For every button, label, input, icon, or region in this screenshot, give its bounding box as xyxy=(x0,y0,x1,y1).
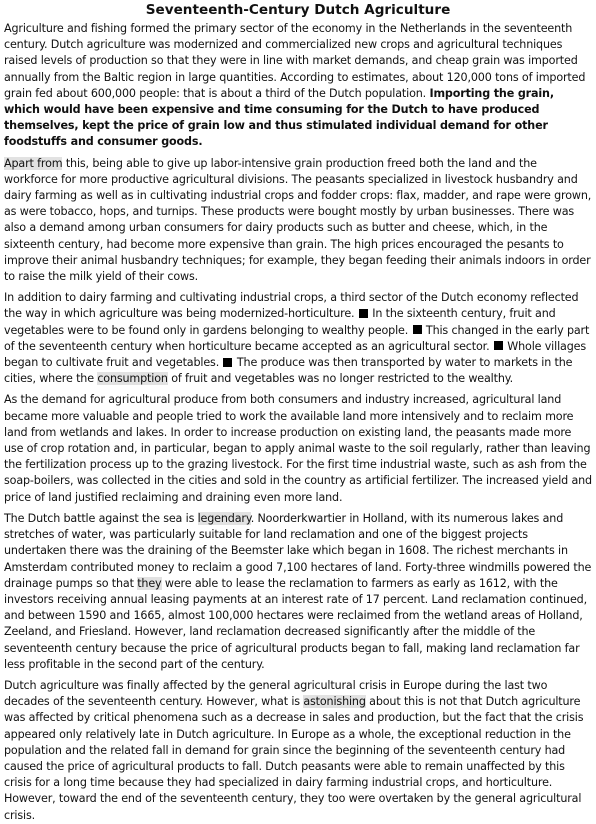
paragraph-3 xyxy=(4,290,592,387)
highlighted-word-legendary[interactable]: legendary xyxy=(197,511,251,525)
paragraph-5-text-b: . Noorderkwartier in Holland, with its numerous lakes and stretches of water, was particularly suitable for land reclamation and one of the biggest projects undertaken there was the draining of the Beemster lake which began in 1608. The richest merchants in Amsterdam contributed money to reclaim a good 7,100 hectares of land. Forty-three windmills powered the drainage pumps so that xyxy=(4,511,592,590)
paragraph-3-text-f: of fruit and vegetables was no longer restricted to the wealthy. xyxy=(167,372,514,386)
highlighted-word-they[interactable]: they xyxy=(137,576,162,590)
paragraph-3-text-d: Whole villages began to cultivate fruit and vegetables. xyxy=(4,339,586,370)
paragraph-1 xyxy=(4,21,592,151)
paragraph-6-text-b: about this is not that Dutch agriculture was affected by critical phenomena such as a decrease in sales and production, but the fact that the crisis appeared only relatively late in Dutch agriculture. In Europe as a whole, the exceptional reduction in the population and the related fall in demand for grain since the beginning of the seventeenth century had caused the price of agricultural products to fall. Dutch peasants were able to remain unaffected by this crisis for a long time because they had specialized in dairy farming industrial crops, and horticulture. However, toward the end of the seventeenth century, they too were overtaken by the general agricultural crisis. xyxy=(4,695,584,822)
paragraph-3-text-a: In addition to dairy farming and cultivating industrial crops, a third sector of the Dutch economy reflected the way in which agriculture was being modernized-horticulture. xyxy=(4,291,579,321)
paragraph-3-text-e: The produce was then transported by water to markets in the cities, where the xyxy=(4,356,573,386)
paragraph-2-text: this, being able to give up labor-intensive grain production freed both the land and the workforce for more productive agricultural divisions. The peasants specialized in livestock husbandry and dairy farming as well as in cultivating industrial crops and fodder crops: flax, madder, and rape were grown, as were tobacco, hops, and turnips. These products were bought mostly by urban businesses. There was also a demand among urban consumers for dairy products such as butter and cheese, which, in the sixteenth century, had become more expensive than grain. The high prices encouraged the pesants to improve their animal husbandry techniques; for example, they began feeding their animals indoors in order to raise the milk yield of their cows. xyxy=(4,156,592,284)
paragraph-4: As the demand for agricultural produce from both consumers and industry increased, agricultural land became more valuable and people tried to work the available land more intensively and to reclaim more land from wetlands and lakes. In order to increase production on existing land, the peasants made more use of crop rotation and, in particular, began to apply animal waste to the soil regularly, rather than leaving the fertilization process up to the grazing livestock. For the first time industrial waste, such as ash from the soap-boilers, was collected in the cities and sold in the country as artificial fertilizer. The increased yield and price of land justified reclaiming and draining even more land. xyxy=(4,393,592,504)
paragraph-3-text-c: This changed in the early part of the seventeenth century when horticulture became accepted as an agricultural sector. xyxy=(4,323,590,353)
paragraph-5-text-a: The Dutch battle against the sea is xyxy=(4,511,198,525)
paragraph-3-text-b: In the sixteenth century, fruit and vegetables were to be found only in gardens belonging to wealthy people. xyxy=(4,307,556,337)
paragraph-6 xyxy=(4,678,592,824)
paragraph-5-text-c: were able to lease the reclamation to farmers as early as 1612, with the investors receiving annual leasing payments at an interest rate of 17 percent. Land reclamation continued, and between 1590 and 1665, almost 100,000 hectares were reclaimed from the wetland areas of Holland, Zeeland, and Friesland. However, land reclamation decreased significantly after the middle of the seventeenth century because the price of agricultural products began to fall, making land reclamation far less profitable in the second part of the century. xyxy=(4,576,587,671)
highlighted-word-astonishing[interactable]: astonishing xyxy=(303,695,366,709)
paragraph-1-text: Agriculture and fishing formed the primary sector of the economy in the Netherlands in the seventeenth century. Dutch agriculture was modernized and commercialized new crops and agricultural techniques raised levels of production so that they were in line with market demands, and cheap grain was imported annually from the Baltic region in large quantities. According to estimates, about 120,000 tons of imported grain fed about 600,000 people: that is about a third of the Dutch population. xyxy=(4,22,586,100)
highlighted-phrase-apart-from[interactable]: Apart from xyxy=(4,156,63,170)
passage-title: Seventeenth-Century Dutch Agriculture xyxy=(145,2,451,18)
highlighted-word-consumption[interactable]: consumption xyxy=(97,372,168,386)
paragraph-6-text-a: Dutch agriculture was finally affected by the general agricultural crisis in Europe during the last two decades of the seventeenth century. However, what is xyxy=(4,678,548,709)
paragraph-2 xyxy=(4,156,592,286)
insertion-square-3[interactable] xyxy=(494,341,503,350)
insertion-square-4[interactable] xyxy=(223,358,232,367)
highlighted-sentence[interactable]: Importing the grain, which would have been expensive and time consuming for the Dutch to have produced themselves, kept the price of grain low and thus stimulated individual demand for other foodstuffs and consumer goods. xyxy=(4,86,554,149)
insertion-square-1[interactable] xyxy=(359,309,368,318)
paragraph-5 xyxy=(4,511,592,673)
insertion-square-2[interactable] xyxy=(413,325,422,334)
